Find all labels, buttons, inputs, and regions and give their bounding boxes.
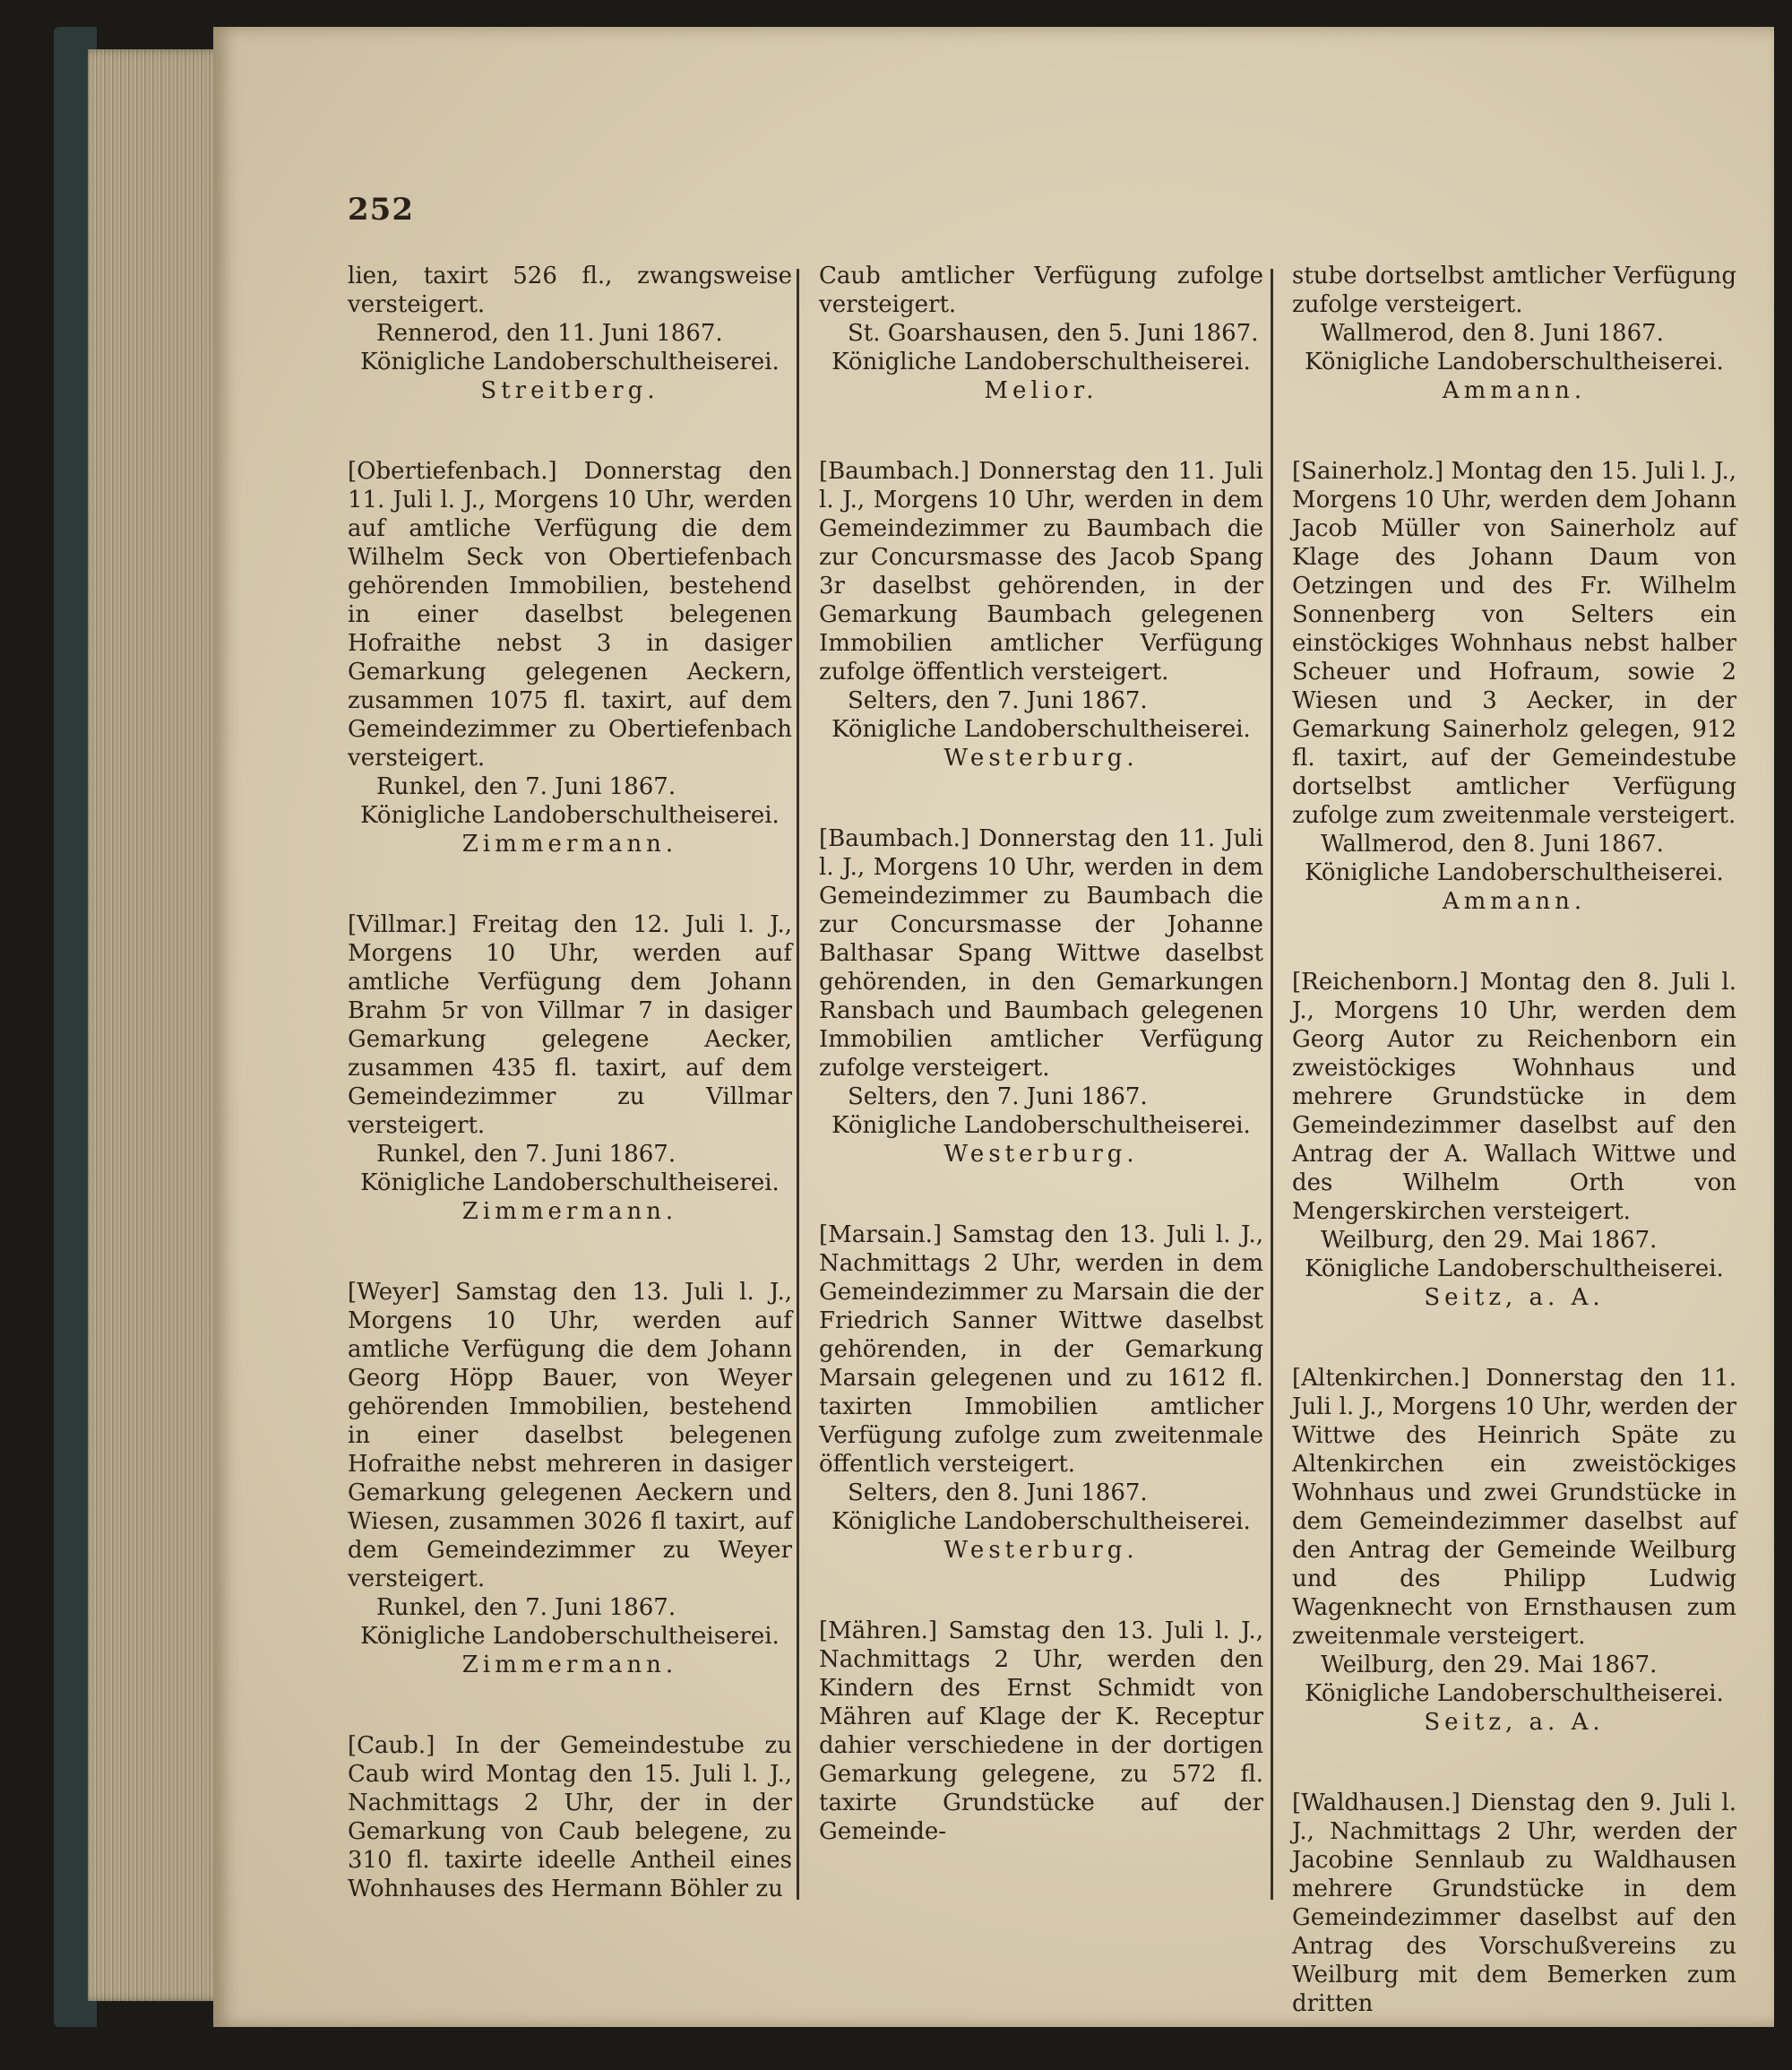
notice-signature: Westerburg. xyxy=(943,1141,1139,1168)
notice-body xyxy=(348,262,792,319)
notice-place-date: Weilburg, den 29. Mai 1867. xyxy=(1321,1227,1658,1254)
notice-location: [Baumbach.] xyxy=(819,825,970,852)
notice-entry xyxy=(348,1731,792,1903)
notice-signature: Ammann. xyxy=(1442,888,1587,915)
notice-signature: Seitz, a. A. xyxy=(1424,1709,1605,1736)
notice-signature: Westerburg. xyxy=(943,745,1139,772)
notice-location: [Altenkirchen.] xyxy=(1292,1365,1470,1392)
notice-text: stube dortselbst amtlicher Verfügung zufolge versteigert. xyxy=(1292,263,1736,318)
notice-text: Donnerstag den 11. Juli l. J., Morgens 10 Uhr, werden in dem Gemeindezimmer zu Baumbach die zur Concursmasse der Johanne Balthasar Spang Wittwe daselbst gehörenden, in den Gemarkungen Ransbach und Baumbach gelegenen Immobilien amtlicher Verfügung zufolge versteigert. xyxy=(819,825,1263,1082)
column-rule xyxy=(797,269,799,1900)
notice-office: Königliche Landoberschultheiserei. xyxy=(1305,1680,1724,1707)
notice-signature: Zimmermann. xyxy=(461,831,678,858)
notice-entry xyxy=(1292,968,1736,1312)
notice-text: Samstag den 13. Juli l. J., Nachmittags 2 Uhr, werden in dem Gemeindezimmer zu Marsain die der Friedrich Sanner Wittwe daselbst gehörenden, in der Gemarkung Marsain gelegenen und zu 1612 fl. taxirten Immobilien amtlicher Verfügung zufolge zum zweitenmale öffentlich versteigert. xyxy=(819,1221,1263,1478)
notice-location: [Marsain.] xyxy=(819,1221,943,1248)
notice-body xyxy=(819,1220,1263,1479)
notice-text: Dienstag den 9. Juli l. J., Nachmittags 2 Uhr, werden der Jacobine Sennlaub zu Waldhausen mehrere Grundstücke in dem Gemeindezimmer daselbst auf den Antrag des Vorschußvereins zu Weilburg mit dem Bemerken zum dritten xyxy=(1292,1790,1737,2017)
notice-signature: Zimmermann. xyxy=(461,1198,678,1225)
notice-place-date: Runkel, den 7. Juni 1867. xyxy=(376,1141,676,1168)
notice-body xyxy=(1292,1789,1736,2018)
notice-office: Königliche Landoberschultheiserei. xyxy=(831,1508,1251,1535)
notice-body xyxy=(819,1617,1263,1846)
notice-body xyxy=(1292,262,1736,319)
notice-signature: Melior. xyxy=(984,377,1098,404)
notice-body xyxy=(348,1278,792,1593)
notice-location: [Mähren.] xyxy=(819,1617,937,1644)
notice-body xyxy=(1292,968,1736,1226)
notice-body xyxy=(348,1731,792,1903)
column-3 xyxy=(1292,262,1736,2070)
notice-location: [Sainerholz.] xyxy=(1292,458,1444,485)
notice-location: [Caub.] xyxy=(348,1732,435,1759)
page-stack-edge xyxy=(88,49,231,2001)
notice-office: Königliche Landoberschultheiserei. xyxy=(831,716,1251,743)
notice-body xyxy=(348,457,792,772)
notice-entry xyxy=(819,1220,1263,1565)
notice-text: Samstag den 13. Juli l. J., Morgens 10 Uhr, werden auf amtliche Verfügung die dem Johann Georg Höpp Bauer, von Weyer gehörenden Immobilien, bestehend in einer daselbst belegenen Hofraithe nebst mehreren in dasiger Gemarkung gelegenen Aeckern und Wiesen, zusammen 3026 fl taxirt, auf dem Gemeindezimmer zu Weyer versteigert. xyxy=(348,1279,792,1592)
notice-text: Freitag den 12. Juli l. J., Morgens 10 Uhr, werden auf amtliche Verfügung dem Johann Brahm 5r von Villmar 7 in dasiger Gemarkung gelegene Aecker, zusammen 435 fl. taxirt, auf dem Gemeindezimmer zu Villmar versteigert. xyxy=(348,911,792,1139)
notice-signature: Streitberg. xyxy=(480,377,659,404)
notice-entry xyxy=(1292,457,1736,916)
notice-place-date: Selters, den 7. Juni 1867. xyxy=(848,687,1148,714)
notice-location: [Obertiefenbach.] xyxy=(348,458,557,485)
column-rule xyxy=(1271,269,1273,1900)
notice-text: Donnerstag den 11. Juli l. J., Morgens 10 Uhr, werden in dem Gemeindezimmer zu Baumbach die zur Concursmasse des Jacob Spang 3r daselbst gehörenden, in der Gemarkung Baumbach gelegenen Immobilien amtlicher Verfügung zufolge öffentlich versteigert. xyxy=(819,458,1263,686)
notice-body xyxy=(819,457,1263,686)
notice-text: Donnerstag den 11. Juli l. J., Morgens 10 Uhr, werden auf amtliche Verfügung die dem Wilhelm Seck von Obertiefenbach gehörenden Immobilien, bestehend in einer daselbst belegenen Hofraithe nebst 3 in dasiger Gemarkung gelegenen Aeckern, zusammen 1075 fl. taxirt, auf dem Gemeindezimmer zu Obertiefenbach versteigert. xyxy=(348,458,793,772)
notice-location: [Reichenborn.] xyxy=(1292,969,1469,996)
notice-text: Samstag den 13. Juli l. J., Nachmittags 2 Uhr, werden den Kindern des Ernst Schmidt von Mähren auf Klage der K. Receptur dahier verschiedene in der dortigen Gemarkung gelegene, zu 572 fl. taxirte Grundstücke auf der Gemeinde- xyxy=(819,1617,1263,1845)
notice-office: Königliche Landoberschultheiserei. xyxy=(360,1169,780,1196)
notice-entry xyxy=(348,262,792,405)
notice-entry xyxy=(819,457,1263,772)
notice-office: Königliche Landoberschultheiserei. xyxy=(831,349,1251,375)
notice-body xyxy=(1292,457,1736,830)
notice-text: In der Gemeindestube zu Caub wird Montag den 15. Juli l. J., Nachmittags 2 Uhr, der in der Gemarkung von Caub belegene, zu 310 fl. taxirte ideelle Antheil eines Wohnhauses des Hermann Böhler zu xyxy=(348,1732,792,1902)
notice-entry xyxy=(819,1617,1263,1846)
notice-body xyxy=(348,910,792,1140)
notice-place-date: Selters, den 7. Juni 1867. xyxy=(848,1083,1148,1110)
notice-place-date: Weilburg, den 29. Mai 1867. xyxy=(1321,1652,1658,1678)
notice-location: [Weyer] xyxy=(348,1279,440,1306)
column-2 xyxy=(819,262,1263,1898)
notice-office: Königliche Landoberschultheiserei. xyxy=(831,1112,1251,1139)
notice-signature: Seitz, a. A. xyxy=(1424,1284,1605,1311)
notice-entry xyxy=(348,1278,792,1679)
notice-location: [Villmar.] xyxy=(348,911,457,938)
notice-body xyxy=(819,824,1263,1082)
notice-place-date: Rennerod, den 11. Juni 1867. xyxy=(376,320,723,347)
notice-body xyxy=(819,262,1263,319)
notice-place-date: Wallmerod, den 8. Juni 1867. xyxy=(1321,831,1664,858)
notice-signature: Westerburg. xyxy=(943,1537,1139,1564)
notice-signature: Ammann. xyxy=(1442,377,1587,404)
notice-entry xyxy=(819,824,1263,1169)
notice-text: Montag den 8. Juli l. J., Morgens 10 Uhr, werden dem Georg Autor zu Reichenborn ein zweistöckiges Wohnhaus und mehrere Grundstücke in dem Gemeindezimmer daselbst auf den Antrag der A. Wallach Wittwe und des Wilhelm Orth von Mengerskirchen versteigert. xyxy=(1292,969,1736,1225)
notice-location: [Baumbach.] xyxy=(819,458,970,485)
notice-place-date: Selters, den 8. Juni 1867. xyxy=(848,1479,1148,1506)
notice-entry xyxy=(1292,1789,1736,2018)
page-number: 252 xyxy=(348,192,414,228)
notice-office: Königliche Landoberschultheiserei. xyxy=(360,1623,780,1650)
notice-text: lien, taxirt 526 fl., zwangsweise versteigert. xyxy=(348,263,792,318)
notice-text: Caub amtlicher Verfügung zufolge versteigert. xyxy=(819,263,1263,318)
notice-text: Donnerstag den 11. Juli l. J., Morgens 10 Uhr, werden der Wittwe des Heinrich Späte zu Altenkirchen ein zweistöckiges Wohnhaus und zwei Grundstücke in dem Gemeindezimmer daselbst auf den Antrag der Gemeinde Weilburg und des Philipp Ludwig Wagenknecht von Ernsthausen zum zweitenmale versteigert. xyxy=(1292,1365,1736,1650)
notice-signature: Zimmermann. xyxy=(461,1652,678,1678)
notice-entry xyxy=(1292,1364,1736,1737)
notice-place-date: Wallmerod, den 8. Juni 1867. xyxy=(1321,320,1664,347)
notice-entry xyxy=(1292,262,1736,405)
notice-place-date: St. Goarshausen, den 5. Juni 1867. xyxy=(848,320,1259,347)
notice-place-date: Runkel, den 7. Juni 1867. xyxy=(376,773,676,800)
notice-entry xyxy=(819,262,1263,405)
notice-office: Königliche Landoberschultheiserei. xyxy=(1305,1255,1724,1282)
notice-place-date: Runkel, den 7. Juni 1867. xyxy=(376,1594,676,1621)
notice-entry xyxy=(348,457,792,858)
notice-office: Königliche Landoberschultheiserei. xyxy=(360,349,780,375)
column-1 xyxy=(348,262,792,1955)
notice-office: Königliche Landoberschultheiserei. xyxy=(360,802,780,829)
notice-location: [Waldhausen.] xyxy=(1292,1790,1460,1816)
notice-entry xyxy=(348,910,792,1226)
notice-office: Königliche Landoberschultheiserei. xyxy=(1305,859,1724,886)
notice-office: Königliche Landoberschultheiserei. xyxy=(1305,349,1724,375)
notice-body xyxy=(1292,1364,1736,1651)
notice-text: Montag den 15. Juli l. J., Morgens 10 Uhr, werden dem Johann Jacob Müller von Sainerholz auf Klage des Johann Daum von Oetzingen und des Fr. Wilhelm Sonnenberg von Selters ein einstöckiges Wohnhaus nebst halber Scheuer und Hofraum, sowie 2 Wiesen und 3 Aecker, in der Gemarkung Sainerholz gelegen, 912 fl. taxirt, auf der Gemeindestube dortselbst amtlicher Verfügung zufolge zum zweitenmale versteigert. xyxy=(1292,458,1737,829)
